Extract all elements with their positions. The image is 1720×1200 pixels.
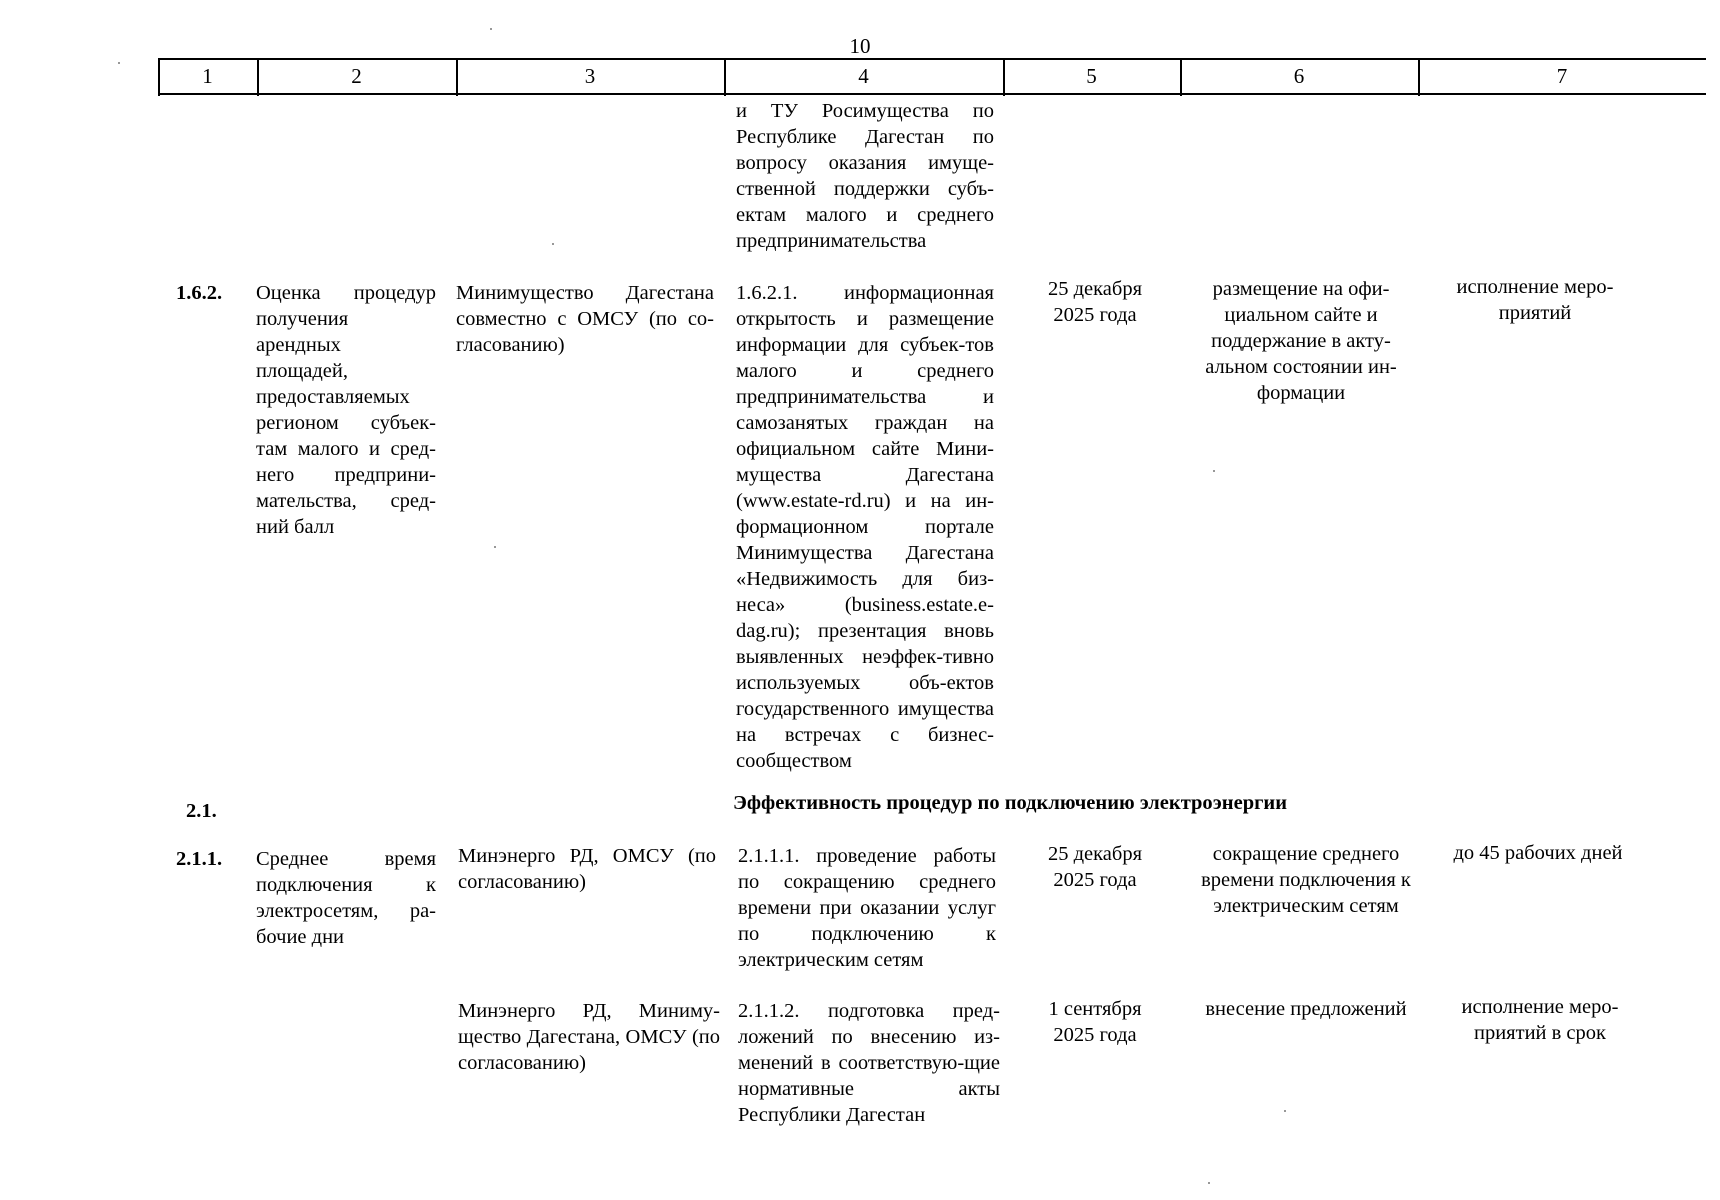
row-number-2-1-1: 2.1.1. xyxy=(176,848,223,870)
responsible-2-1-1-2: Минэнерго РД, Миниму-щество Дагестана, ОМСУ (по согласованию) xyxy=(458,1000,720,1074)
header-bottom-rule xyxy=(158,93,1706,95)
deadline-1-6-2: 25 декабря 2025 года xyxy=(1047,278,1142,326)
header-col-1: 1 xyxy=(202,64,213,88)
scan-speck xyxy=(118,62,120,64)
indicator-2-1-1: Среднее время подключения к электросетям, ра-бочие дни xyxy=(256,848,436,948)
deadline-2-1-1: 25 декабря 2025 года xyxy=(1047,843,1142,891)
target-2-1-1-2: исполнение меро-приятий в срок xyxy=(1461,996,1619,1044)
header-col-2: 2 xyxy=(351,64,362,88)
target-1-6-2: исполнение меро-приятий xyxy=(1456,276,1614,324)
activity-2-1-1-2: 2.1.1.2. подготовка пред-ложений по внесению из-менений в соответствую-щие нормативные акты Республики Дагестан xyxy=(738,1000,1000,1126)
responsible-2-1-1: Минэнерго РД, ОМСУ (по согласованию) xyxy=(458,845,716,893)
header-col-3: 3 xyxy=(584,64,596,88)
header-col-7: 7 xyxy=(1556,64,1568,88)
result-2-1-1-2: внесение предложений xyxy=(1205,998,1407,1020)
continuation-activity-text: и ТУ Росимущества по Республике Дагестан по вопросу оказания имуще-ственной поддержки субъ-ектам малого и среднего предпринимательства xyxy=(736,100,994,252)
result-2-1-1: сокращение среднего времени подключения к электрическим сетям xyxy=(1201,843,1411,917)
header-col-4: 4 xyxy=(858,64,869,88)
header-top-rule xyxy=(158,58,1706,60)
section-number-2-1: 2.1. xyxy=(186,800,217,822)
scan-speck xyxy=(490,28,492,30)
header-col-5: 5 xyxy=(1086,64,1097,88)
deadline-2-1-1-2: 1 сентября 2025 года xyxy=(1048,998,1142,1046)
page-number: 10 xyxy=(849,34,871,58)
header-col-6: 6 xyxy=(1293,64,1305,88)
target-2-1-1: до 45 рабочих дней xyxy=(1453,842,1623,864)
responsible-1-6-2: Минимущество Дагестана совместно с ОМСУ (по со-гласованию) xyxy=(456,282,714,356)
row-number-1-6-2: 1.6.2. xyxy=(176,282,223,304)
scan-speck xyxy=(552,243,554,245)
activity-2-1-1-1: 2.1.1.1. проведение работы по сокращению среднего времени при оказании услуг по подключению к электрическим сетям xyxy=(738,845,996,971)
scan-speck xyxy=(1284,1110,1286,1112)
result-1-6-2: размещение на офи-циальном сайте и поддержание в акту-альном состоянии ин-формации xyxy=(1205,278,1397,404)
activity-1-6-2-1: 1.6.2.1. информационная открытость и размещение информации для субъек-тов малого и среднего предпринимательства и самозанятых граждан на официальном сайте Мини-мущества Дагестана (www.estate-rd.ru) и на ин-формационном портале Минимущества Дагестана «Недвижимость для биз-неса» (business.estate.e-dag.ru); презентация вновь выявленных неэффек-тивно используемых объ-ектов государственного имущества на встречах с бизнес-сообществом xyxy=(736,282,994,772)
scan-speck xyxy=(1208,1182,1210,1184)
section-title-2-1: Эффективность процедур по подключению электроэнергии xyxy=(732,792,1288,814)
scan-speck xyxy=(494,546,496,548)
indicator-1-6-2: Оценка процедур получения арендных площадей, предоставляемых регионом субъек-там малого и сред-него предприни-мательства, сред-ний балл xyxy=(256,282,436,538)
scan-speck xyxy=(1213,470,1215,472)
